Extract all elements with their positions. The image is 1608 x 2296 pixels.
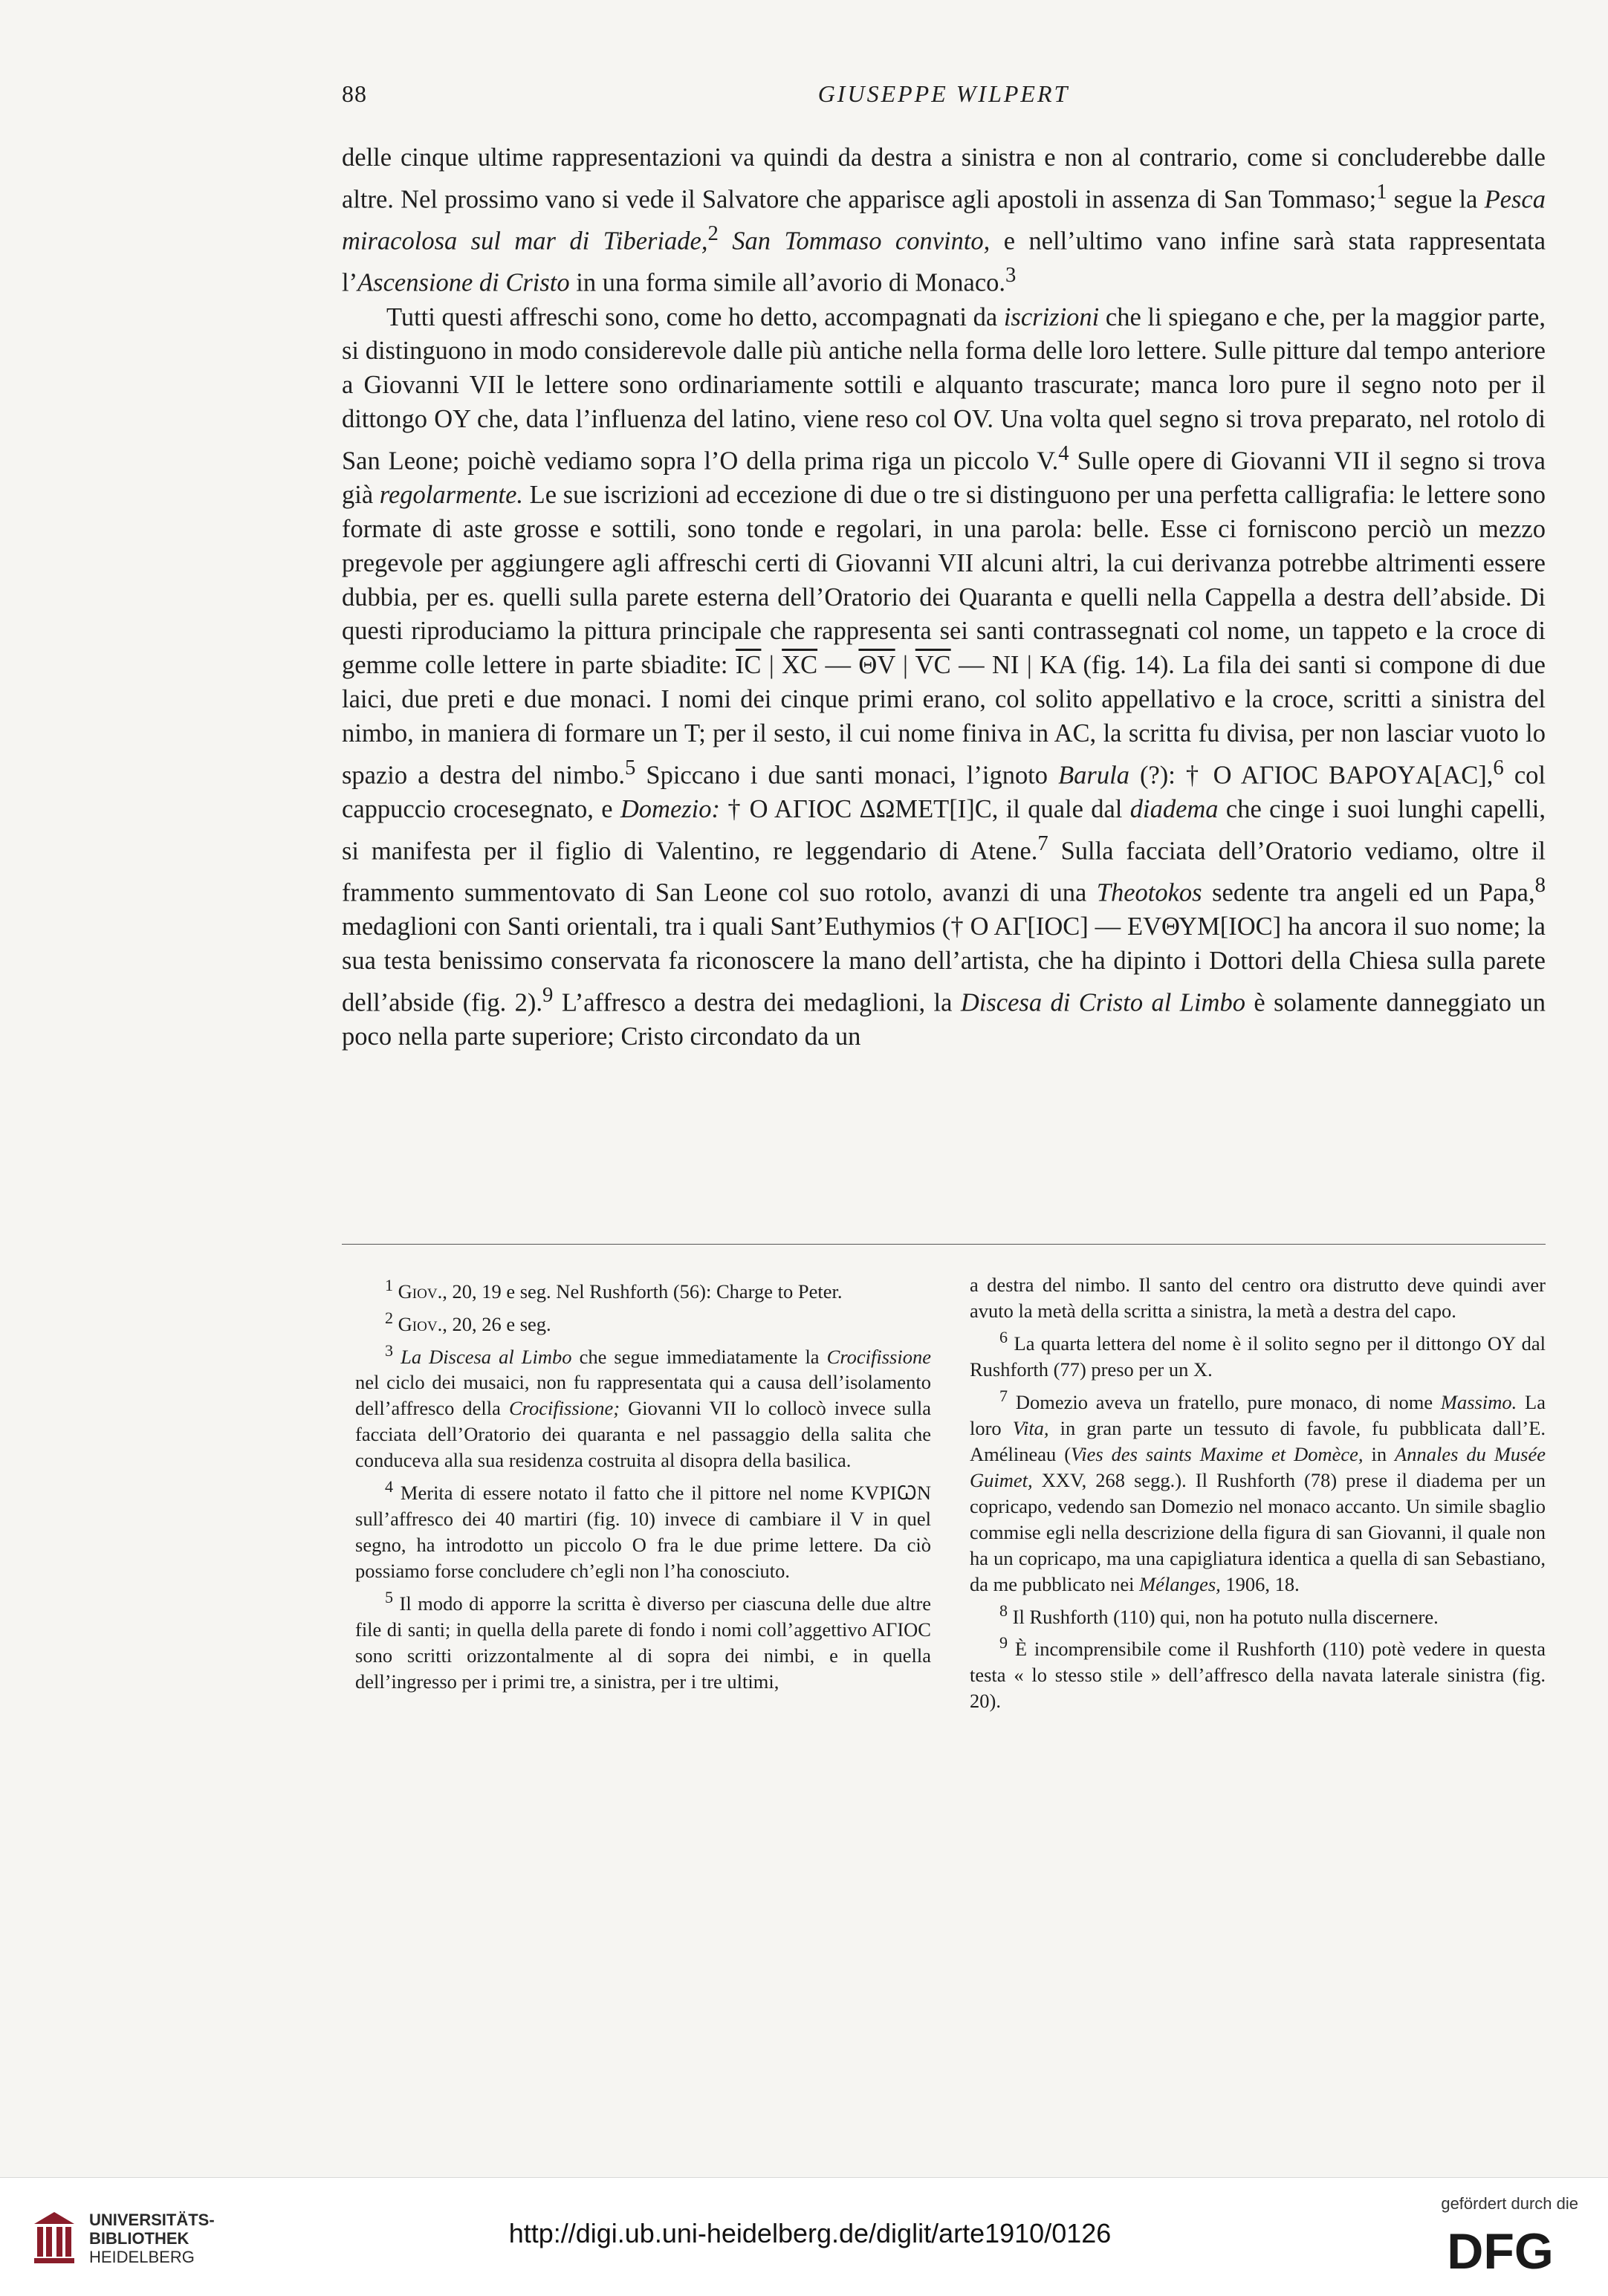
footnote-ref-8[interactable]: 8	[1534, 872, 1546, 897]
permalink-url[interactable]: http://digi.ub.uni-heidelberg.de/diglit/arte1910/0126	[508, 2218, 1112, 2248]
paragraph-2: Tutti questi affreschi sono, come ho detto, accompagnati da iscrizioni che li spiegano e che, per la maggior parte, si distinguono in modo considerevole dalle più antiche nella forma delle loro lettere. Sulle pitture dal tempo anteriore a Giovanni VII le lettere sono ordinariamente sottili e alquanto trascurate; manca loro pure il segno noto per il dittongo OY che, data l’influenza del latino, viene reso col OV. Una volta quel segno si trova preparato, nel rotolo di San Leone; poichè vediamo sopra l’O della prima riga un piccolo V.$^4$ Sulle opere di Giovanni VII il segno si trova già regolarmente. Le sue iscrizioni ad eccezione di due o tre si distinguono per una perfetta calligrafia: le lettere sono formate di aste grosse e sottili, sono tonde e regolari, in una parola: belle. Esse ci forniscono perciò un mezzo pregevole per aggiungere agli affreschi certi di Giovanni VII alcuni altri, la cui derivanza potrebbe altrimenti essere dubbia, per es. quelli sulla parete esterna dell’Oratorio dei Quaranta e quelli nella Cappella a destra dell’abside. Di questi riproduciamo la pittura principale che rappresenta sei santi contrassegnati col nome, un tappeto e la croce di gemme colle lettere in parte sbiadite: $\overline{IC}$ | $\overline{XC}$ — $\overline{\Theta V}$ | $\overline{VC}$ — NI | KA (fig. 14). La fila dei santi si compone di due laici, due preti e due monaci. I nomi dei cinque primi erano, col solito appellativo e la croce, scritti a sinistra del nimbo, in maniera di formare un T; per il sesto, il cui nome finiva in AC, la scritta fu divisa, per non lasciar vuoto lo spazio a destra del nimbo.$^5$ Spiccano i due santi monaci, l’ignoto Barula (?): † O AΓΙΟC BAPOΥA[AC],$^6$ col cappuccio crocesegnato, e Domezio: † O AΓΙΟC ΔΩΜΕΤ[Ι]C, il quale dal diadema che cinge i suoi lunghi capelli, si manifesta per il figlio di Valentino, re leggendario di Atene.$^7$ Sulla facciata dell’Oratorio vediamo, oltre il frammento summentovato di San Leone col suo rotolo, avanzi di una Theotokos sedente tra angeli ed un Papa,$^8$ medaglioni con Santi orientali, tra i quali Sant’Euthymios († O AΓ[ΙΟC] — EVΘΥΜ[ΙΟC] ha ancora il suo nome; la sua testa benissimo conservata fa riconoscere la mano dell’artista, che ha dipinto i Dottori della Chiesa sulla parete dell’abside (fig. 2).$^9$ L’affresco a destra dei medaglioni, la Discesa di Cristo al Limbo è solamente danneggiato un poco nella parte superiore; Cristo circondato da un	[342, 302, 1546, 1051]
footnote-8: $^8$ Il Rushforth (110) qui, non ha potuto nulla discernere.	[999, 1601, 1439, 1628]
footnote-ref-4[interactable]: 4	[1058, 441, 1069, 465]
building-icon	[31, 2209, 77, 2267]
running-title: GIUSEPPE WILPERT	[817, 80, 1070, 107]
footnote-1: $^1$ Giov., 20, 19 e seg. Nel Rushforth (56): Charge to Peter.	[385, 1276, 843, 1303]
funded-by-label: gefördert durch die	[1441, 2194, 1578, 2213]
main-text	[342, 141, 1546, 1054]
footnote-5: $^5$ Il modo di apporre la scritta è diverso per ciascuna delle due altre file di santi; in quella della parete di fondo i nomi coll’aggettivo AΓΙΟC sono scritti orizzontalmente al di sopra dei nimbi, e in quella dell’ingresso per i primi tre, a sinistra, per i tre ultimi,	[355, 1588, 932, 1693]
footnote-ref-2[interactable]: 2	[707, 221, 719, 246]
footnote-ref-9[interactable]: 9	[542, 982, 554, 1007]
footnote-7: $^7$ Domezio aveva un fratello, pure monaco, di nome Massimo. La loro Vita, in gran parte un tessuto di favole, fu pubblicata dall’E. Amélineau (Vies des saints Maxime et Domèce, in Annales du Musée Guimet, XXV, 268 segg.). Il Rushforth (78) prese il diadema per un copricapo, vedendo san Domezio nel monaco accanto. Un simile sbaglio commise egli nella descrizione della figura di san Giovanni, il quale non ha un copricapo, ma una capigliatura identica a quella di san Sebastiano, da me pubblicato nei Mélanges, 1906, 18.	[970, 1386, 1546, 1595]
footnote-5-continued: a destra del nimbo. Il santo del centro ora distrutto deve quindi aver avuto la metà della scritta a sinistra, la metà a destra del capo.	[970, 1274, 1546, 1322]
dfg-logo-text: DFG	[1447, 2224, 1554, 2276]
footnote-separator	[342, 1244, 1546, 1245]
page-number: 88	[342, 80, 367, 107]
footnote-6: $^6$ La quarta lettera del nome è il solito segno per il dittongo OY dal Rushforth (77) preso per un X.	[970, 1328, 1546, 1381]
footnote-ref-1[interactable]: 1	[1376, 179, 1387, 204]
footnote-ref-6[interactable]: 6	[1493, 755, 1504, 779]
footnotes-right-column	[970, 1272, 1546, 1714]
dfg-logo[interactable]	[1422, 2224, 1578, 2276]
running-header	[342, 80, 1546, 117]
footnote-ref-5[interactable]: 5	[624, 755, 636, 779]
paragraph-1: delle cinque ultime rappresentazioni va quindi da destra a sinistra e non al contrario, come si concluderebbe dalle altre. Nel prossimo vano si vede il Salvatore che apparisce agli apostoli in assenza di San Tommaso;$^1$ segue la Pesca miracolosa sul mar di Tiberiade,$^2$ San Tommaso convinto, e nell’ultimo vano infine sarà stata rappresentata l’Ascensione di Cristo in una forma simile all’avorio di Monaco.$^3$	[342, 143, 1546, 297]
footnote-3: $^3$ La Discesa al Limbo che segue immediatamente la Crocifissione nel ciclo dei musaici, non fu rappresentata qui a causa dell’isolamento dell’affresco della Crocifissione; Giovanni VII lo collocò invece sulla facciata dell’Oratorio dei quaranta e nel passaggio della salita che conduceva alla sua residenza costruita al disopra della basilica.	[355, 1340, 932, 1472]
footnote-ref-7[interactable]: 7	[1037, 831, 1048, 855]
footnote-2: $^2$ Giov., 20, 26 e seg.	[385, 1308, 551, 1335]
library-name: UNIVERSITÄTS- BIBLIOTHEK HEIDELBERG	[89, 2211, 215, 2266]
footnote-9: $^9$ È incomprensibile come il Rushforth (110) potè vedere in questa testa « lo stesso stile » dell’affresco della navata laterale sinistra (fig. 20).	[970, 1633, 1546, 1713]
footnote-ref-3[interactable]: 3	[1005, 263, 1017, 288]
viewer-footer	[0, 2177, 1608, 2296]
footnote-4: $^4$ Merita di essere notato il fatto che il pittore nel nome KVPIꞶN sull’affresco dei 40 martiri (fig. 10) invece di cambiare il V in quel segno, ha introdotto un piccolo O fra le due prime lettere. Da ciò possiamo forse concludere ch’egli non l’ha conosciuto.	[355, 1477, 931, 1583]
footnotes-left-column	[355, 1272, 931, 1695]
library-logo[interactable]	[31, 2205, 254, 2271]
